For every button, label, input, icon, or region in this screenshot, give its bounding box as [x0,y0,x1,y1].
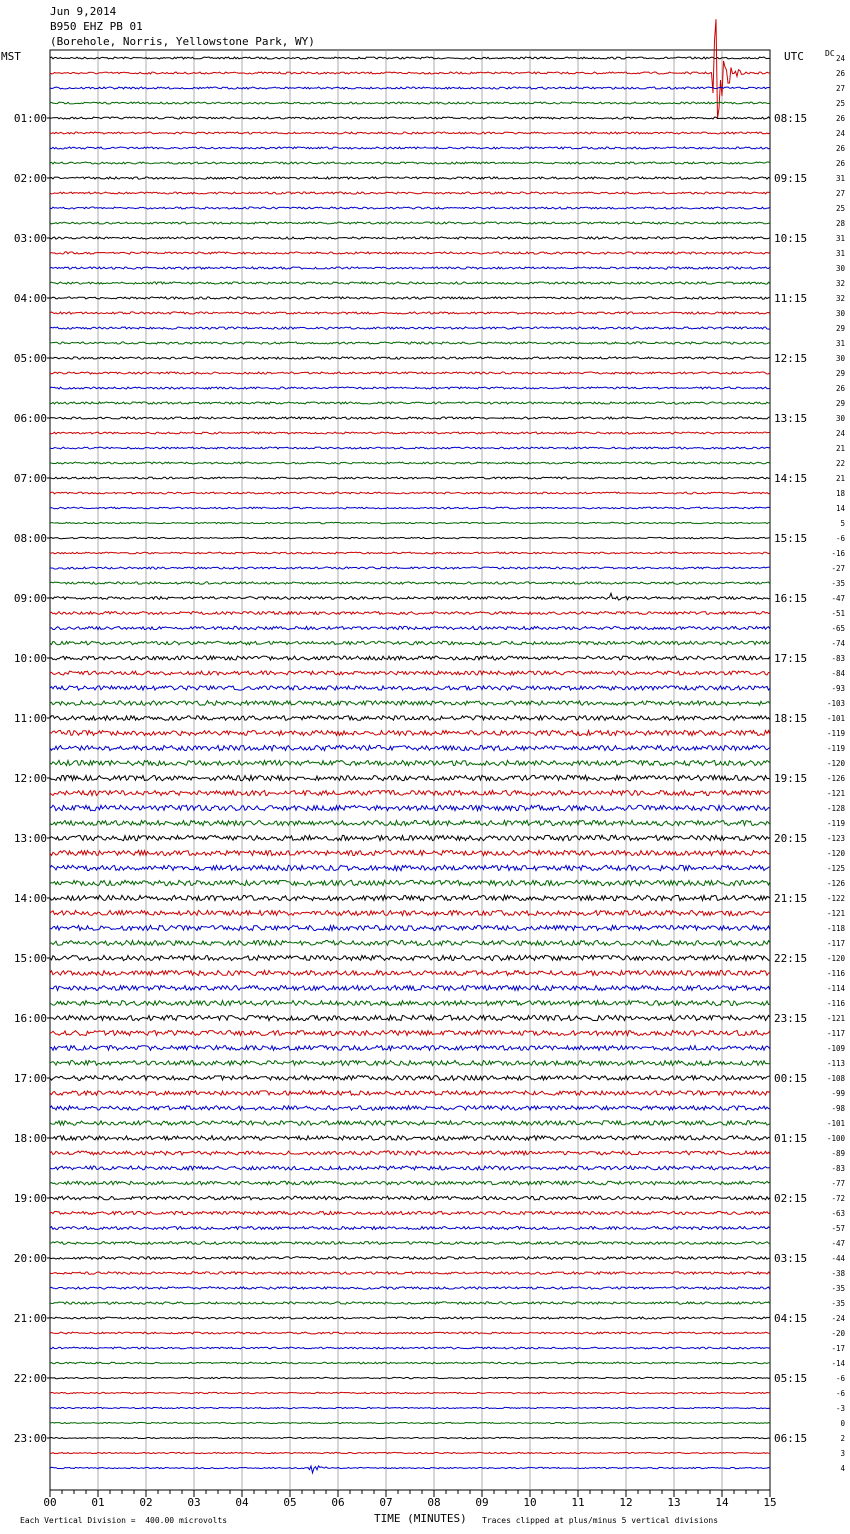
trace-line [50,716,770,721]
trace-line [50,1121,770,1126]
dc-offset-label: -17 [831,1344,845,1353]
trace-line [50,1362,770,1364]
dc-offset-label: -98 [831,1104,845,1113]
plot-frame [50,50,770,1490]
clip-note: Traces clipped at plus/minus 5 vertical divisions [482,1516,719,1525]
left-hour-label: 08:00 [13,532,47,545]
left-hour-label: 09:00 [13,592,47,605]
x-axis-label: TIME (MINUTES) [374,1512,467,1525]
trace-line [50,1377,770,1378]
dc-offset-label: -77 [831,1179,845,1188]
trace-line [50,1452,770,1453]
trace-line [50,760,770,765]
left-hour-label: 11:00 [13,712,47,725]
dc-offset-label: -119 [826,819,845,828]
trace-line [50,641,770,645]
trace-line [50,252,770,254]
trace-line [50,1151,770,1155]
dc-offset-label: -116 [826,999,845,1008]
dc-offset-label: -125 [826,864,845,873]
trace-line [50,971,770,976]
dc-offset-label: 29 [835,399,845,408]
trace-line [50,477,770,479]
trace-line [50,402,770,404]
dc-offset-label: 30 [835,309,845,318]
dc-offset-label: -120 [826,954,845,963]
dc-offset-label: 25 [835,204,845,213]
trace-line [50,1317,770,1319]
dc-offset-label: -117 [826,1029,845,1038]
trace-line [50,1347,770,1349]
dc-offset-label: 2 [840,1434,845,1443]
trace-line [50,730,770,735]
dc-offset-label: -3 [835,1404,845,1413]
trace-line [50,147,770,149]
dc-offset-label: -123 [826,834,845,843]
trace-line [50,87,770,89]
dc-offset-label: 26 [835,144,845,153]
x-tick-label: 01 [91,1496,105,1509]
x-tick-label: 07 [379,1496,393,1509]
trace-line [50,955,770,960]
dc-offset-label: -83 [831,1164,845,1173]
dc-offset-label: -99 [831,1089,845,1098]
dc-offset-label: -57 [831,1224,845,1233]
trace-line [50,447,770,449]
x-tick-label: 12 [619,1496,633,1509]
right-hour-label: 16:15 [774,592,808,605]
trace-line [50,805,770,810]
dc-offset-label: -63 [831,1209,845,1218]
trace-line [50,387,770,389]
trace-line [50,1196,770,1200]
dc-offset-label: -120 [826,759,845,768]
dc-offset-label: -117 [826,939,845,948]
right-hour-label: 15:15 [774,532,808,545]
trace-line [50,297,770,299]
left-hour-label: 14:00 [13,892,47,905]
dc-offset-label: -47 [831,594,845,603]
trace-line [50,1287,770,1289]
dc-offset-label: -20 [831,1329,845,1338]
trace-line [50,207,770,209]
dc-offset-label: 26 [835,159,845,168]
left-hour-label: 22:00 [13,1372,47,1385]
trace-line [50,1392,770,1393]
x-tick-label: 10 [523,1496,537,1509]
trace-line [50,1106,770,1110]
dc-offset-label: -118 [826,924,845,933]
dc-label: DC [825,49,835,58]
trace-line [50,1242,770,1245]
dc-offset-label: 30 [835,414,845,423]
dc-offset-label: 4 [840,1464,845,1473]
x-tick-label: 02 [139,1496,153,1509]
dc-offset-label: 21 [835,444,845,453]
trace-line [50,686,770,690]
trace-line [50,865,770,870]
dc-offset-label: 30 [835,354,845,363]
left-hour-label: 20:00 [13,1252,47,1265]
trace-line [50,986,770,991]
dc-offset-label: 18 [835,489,845,498]
trace-line [50,237,770,239]
right-hour-label: 18:15 [774,712,808,725]
x-tick-label: 14 [715,1496,729,1509]
left-hour-label: 06:00 [13,412,47,425]
dc-offset-label: -93 [831,684,845,693]
right-hour-label: 01:15 [774,1132,808,1145]
left-hour-label: 05:00 [13,352,47,365]
right-hour-label: 17:15 [774,652,808,665]
left-hour-label: 02:00 [13,172,47,185]
right-hour-label: 05:15 [774,1372,808,1385]
trace-line [50,910,770,915]
scale-note: Each Vertical Division = 400.00 microvolts [20,1516,228,1525]
trace-line [50,222,770,224]
left-hour-label: 12:00 [13,772,47,785]
trace-line [50,162,770,164]
trace-line [50,656,770,660]
trace-line [50,132,770,134]
x-tick-label: 11 [571,1496,585,1509]
x-tick-label: 09 [475,1496,489,1509]
trace-line [50,1015,770,1020]
dc-offset-label: 24 [835,129,845,138]
trace-line [50,327,770,329]
trace-line [50,522,770,523]
dc-offset-label: 14 [835,504,845,513]
dc-offset-label: -126 [826,879,845,888]
dc-offset-label: -83 [831,654,845,663]
right-hour-label: 10:15 [774,232,808,245]
trace-line [50,1046,770,1051]
trace-line [50,745,770,750]
trace-line [50,1061,770,1066]
trace-line [50,507,770,509]
trace-line [50,835,770,840]
right-hour-label: 11:15 [774,292,808,305]
trace-line [50,57,770,59]
dc-offset-label: -44 [831,1254,845,1263]
trace-line [50,582,770,584]
dc-offset-label: -121 [826,909,845,918]
right-hour-label: 03:15 [774,1252,808,1265]
left-hour-label: 23:00 [13,1432,47,1445]
right-hour-label: 14:15 [774,472,808,485]
dc-offset-label: 31 [835,339,845,348]
right-hour-label: 06:15 [774,1432,808,1445]
left-hour-label: 19:00 [13,1192,47,1205]
dc-offset-label: -27 [831,564,845,573]
right-hour-label: 02:15 [774,1192,808,1205]
right-hour-label: 22:15 [774,952,808,965]
x-tick-label: 15 [763,1496,777,1509]
dc-offset-label: 5 [840,519,845,528]
right-hour-label: 04:15 [774,1312,808,1325]
dc-offset-label: -89 [831,1149,845,1158]
dc-offset-label: -72 [831,1194,845,1203]
left-hour-label: 03:00 [13,232,47,245]
trace-line [50,941,770,946]
x-tick-label: 04 [235,1496,249,1509]
trace-line [50,312,770,314]
trace-line [50,342,770,344]
dc-offset-label: 28 [835,219,845,228]
dc-offset-label: 32 [835,294,845,303]
dc-offset-label: -35 [831,1284,845,1293]
left-hour-label: 13:00 [13,832,47,845]
header-station: B950 EHZ PB 01 [50,20,143,33]
trace-line [50,117,770,119]
trace-line [50,102,770,104]
dc-offset-label: -65 [831,624,845,633]
left-hour-label: 18:00 [13,1132,47,1145]
left-hour-label: 17:00 [13,1072,47,1085]
dc-offset-label: -121 [826,1014,845,1023]
dc-offset-label: 0 [840,1419,845,1428]
left-hour-label: 01:00 [13,112,47,125]
trace-line [50,850,770,855]
dc-offset-label: 32 [835,279,845,288]
trace-line [50,1407,770,1408]
trace-line [50,492,770,494]
x-tick-label: 13 [667,1496,681,1509]
header-date: Jun 9,2014 [50,5,117,18]
dc-offset-label: -16 [831,549,845,558]
trace-line [50,462,770,464]
dc-offset-label: 26 [835,69,845,78]
dc-offset-label: -126 [826,774,845,783]
trace-line [50,552,770,554]
trace-line [50,537,770,538]
right-hour-label: 09:15 [774,172,808,185]
right-hour-label: 00:15 [774,1072,808,1085]
dc-offset-label: -113 [826,1059,845,1068]
left-hour-label: 15:00 [13,952,47,965]
dc-offset-label: -109 [826,1044,845,1053]
x-tick-label: 05 [283,1496,297,1509]
dc-offset-label: -101 [826,714,845,723]
trace-line [50,177,770,179]
dc-offset-label: -35 [831,1299,845,1308]
trace-line [50,775,770,780]
trace-line [50,1001,770,1006]
dc-offset-label: -122 [826,894,845,903]
x-tick-label: 03 [187,1496,201,1509]
dc-offset-label: -120 [826,849,845,858]
dc-offset-label: -24 [831,1314,845,1323]
right-hour-label: 20:15 [774,832,808,845]
left-timezone-label: MST [1,50,21,63]
dc-offset-label: -103 [826,699,845,708]
dc-offset-label: 31 [835,249,845,258]
left-hour-label: 07:00 [13,472,47,485]
dc-offset-label: 21 [835,474,845,483]
dc-offset-label: -128 [826,804,845,813]
left-hour-label: 16:00 [13,1012,47,1025]
dc-offset-label: -116 [826,969,845,978]
dc-offset-label: -14 [831,1359,845,1368]
trace-line [50,701,770,706]
dc-offset-label: 27 [835,189,845,198]
dc-offset-label: 3 [840,1449,845,1458]
dc-offset-label: -74 [831,639,845,648]
trace-line [50,626,770,629]
right-hour-label: 19:15 [774,772,808,785]
dc-offset-label: -101 [826,1119,845,1128]
dc-offset-label: -119 [826,744,845,753]
trace-line [50,925,770,930]
trace-line [50,1257,770,1260]
trace-line [50,1211,770,1214]
trace-line [50,1227,770,1230]
trace-line [50,671,770,675]
right-hour-label: 21:15 [774,892,808,905]
trace-line [50,1136,770,1141]
dc-offset-label: -121 [826,789,845,798]
dc-offset-label: -35 [831,579,845,588]
dc-offset-label: -108 [826,1074,845,1083]
trace-line [50,1422,770,1423]
dc-offset-label: 24 [835,429,845,438]
dc-offset-label: 26 [835,114,845,123]
trace-line [50,612,770,615]
trace-line [50,1332,770,1334]
header-location: (Borehole, Norris, Yellowstone Park, WY) [50,35,315,48]
trace-line [50,432,770,434]
dc-offset-label: 29 [835,369,845,378]
trace-line [50,1181,770,1185]
trace-line [50,880,770,885]
dc-offset-label: -119 [826,729,845,738]
dc-offset-label: 29 [835,324,845,333]
dc-offset-label: 22 [835,459,845,468]
x-tick-label: 00 [43,1496,57,1509]
dc-offset-label: 25 [835,99,845,108]
dc-offset-label: 31 [835,234,845,243]
dc-offset-label: -38 [831,1269,845,1278]
dc-offset-label: 26 [835,384,845,393]
trace-line [50,282,770,284]
dc-offset-label: 31 [835,174,845,183]
trace-line [50,417,770,419]
x-tick-label: 06 [331,1496,345,1509]
trace-line [50,1031,770,1036]
dc-offset-label: -6 [835,1389,845,1398]
trace-line [50,895,770,900]
right-hour-label: 23:15 [774,1012,808,1025]
dc-offset-label: -114 [826,984,845,993]
right-hour-label: 08:15 [774,112,808,125]
dc-offset-label: -6 [835,534,845,543]
dc-offset-label: 24 [835,54,845,63]
trace-line [50,1302,770,1304]
left-hour-label: 04:00 [13,292,47,305]
trace-line [50,267,770,269]
trace-line [50,357,770,359]
trace-line [50,820,770,825]
left-hour-label: 10:00 [13,652,47,665]
trace-line [50,790,770,795]
trace-line [50,593,770,600]
x-tick-label: 08 [427,1496,441,1509]
dc-offset-label: -100 [826,1134,845,1143]
right-hour-label: 13:15 [774,412,808,425]
left-hour-label: 21:00 [13,1312,47,1325]
dc-offset-label: -51 [831,609,845,618]
dc-offset-label: 30 [835,264,845,273]
trace-line [50,372,770,374]
trace-line [50,1437,770,1438]
trace-line [50,1076,770,1081]
trace-line [50,192,770,194]
dc-offset-label: -6 [835,1374,845,1383]
trace-line [50,1466,770,1473]
dc-offset-label: -84 [831,669,845,678]
trace-line [50,1272,770,1274]
dc-offset-label: 27 [835,84,845,93]
right-timezone-label: UTC [784,50,804,63]
trace-line [50,1091,770,1095]
trace-line [50,1166,770,1170]
right-hour-label: 12:15 [774,352,808,365]
trace-line [50,567,770,569]
dc-offset-label: -47 [831,1239,845,1248]
